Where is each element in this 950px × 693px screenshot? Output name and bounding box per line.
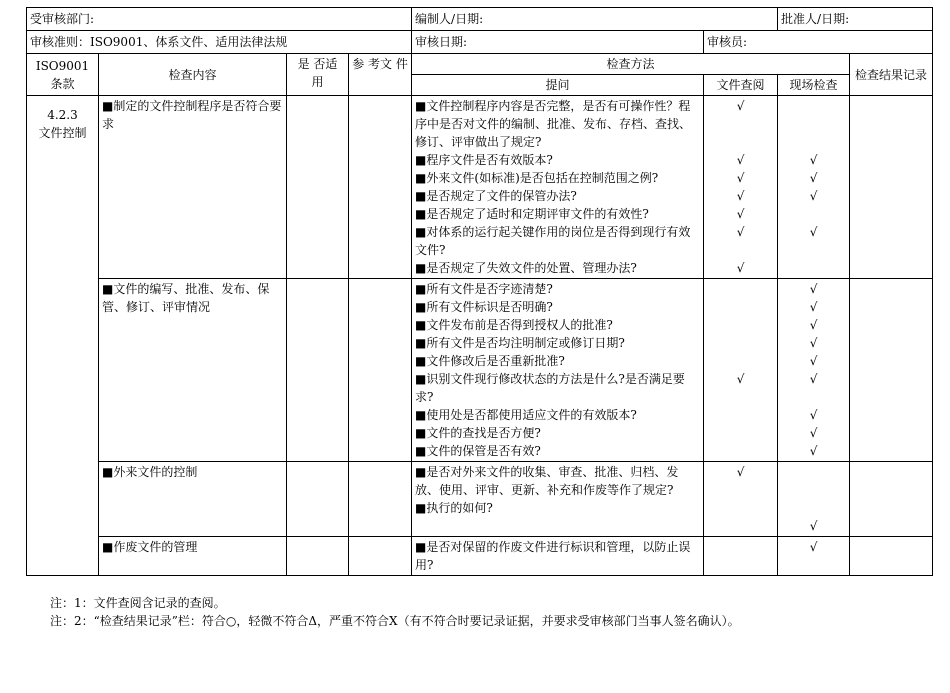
col-method-header: 检查方法	[412, 54, 850, 75]
site-check-mark: √	[809, 354, 818, 368]
doc-review-mark	[707, 316, 774, 334]
header-row-2	[27, 31, 933, 54]
column-header-row-1	[27, 54, 933, 75]
line-spacer	[707, 133, 774, 151]
clause-name: 文件控制	[38, 126, 87, 140]
question-item: ■文件的查找是否方便?	[415, 426, 541, 440]
doc-review-mark	[707, 334, 774, 352]
site-check-mark: √	[809, 153, 818, 167]
line-spacer	[781, 115, 846, 133]
doc-review-mark: √	[736, 189, 745, 203]
line-spacer	[781, 499, 846, 517]
question-item: ■使用处是否都使用适应文件的有效版本?	[415, 408, 637, 422]
site-check-mark	[781, 205, 846, 223]
doc-review-mark: √	[736, 465, 745, 479]
question-item: ■是否对保留的作废文件进行标识和管理，以防止误用?	[415, 540, 691, 572]
section-row	[27, 279, 933, 462]
doc-review-mark	[707, 406, 774, 424]
note-1: 注：1：文件查阅含记录的查阅。	[50, 596, 226, 610]
site-check-mark: √	[809, 189, 818, 203]
sections-body	[27, 96, 933, 576]
checklist-table	[26, 7, 933, 576]
question-item: ■是否规定了适时和定期评审文件的有效性?	[415, 207, 649, 221]
applicable-cell	[287, 96, 349, 279]
question-item: ■文件控制程序内容是否完整，是否有可操作性？程序中是否对文件的编制、批准、发布、存档、查找、修订、评审做出了规定?	[415, 99, 692, 149]
dept-field: 受审核部门:	[27, 8, 412, 31]
question-item: ■文件的保管是否有效?	[415, 444, 541, 458]
doc-review-mark	[707, 517, 774, 535]
applicable-cell	[287, 462, 349, 537]
question-item: ■是否规定了失效文件的处置、管理办法?	[415, 261, 637, 275]
site-check-mark: √	[809, 426, 818, 440]
question-item: ■执行的如何?	[415, 501, 493, 515]
col-doc-review-header: 文件查阅	[704, 75, 778, 96]
check-content-cell: ■外来文件的控制	[99, 462, 287, 537]
question-cell	[412, 279, 704, 462]
question-item: ■文件发布前是否得到授权人的批准?	[415, 318, 613, 332]
site-check-mark: √	[809, 171, 818, 185]
applicable-cell	[287, 279, 349, 462]
section-row	[27, 462, 933, 537]
site-check-mark: √	[809, 408, 818, 422]
check-content-cell: ■制定的文件控制程序是否符合要求	[99, 96, 287, 279]
doc-review-mark	[707, 280, 774, 298]
site-check-mark: √	[809, 336, 818, 350]
line-spacer	[707, 115, 774, 133]
site-check-mark: √	[809, 372, 818, 386]
question-item: ■是否对外来文件的收集、审查、批准、归档、发放、使用、评审、更新、补充和作废等作了规定?	[415, 465, 679, 497]
line-spacer	[781, 133, 846, 151]
doc-review-mark	[707, 298, 774, 316]
doc-review-mark: √	[736, 372, 745, 386]
site-check-mark: √	[809, 318, 818, 332]
line-spacer	[707, 241, 774, 259]
col-site-check-header: 现场检查	[778, 75, 850, 96]
site-check-cell	[778, 96, 850, 279]
col-clause-header: ISO9001条款	[27, 54, 99, 96]
question-item: ■程序文件是否有效版本?	[415, 153, 553, 167]
doc-review-mark: √	[736, 171, 745, 185]
check-content-cell: ■作废文件的管理	[99, 537, 287, 576]
site-check-cell	[778, 462, 850, 537]
line-spacer	[707, 499, 774, 517]
result-record-cell	[850, 96, 933, 279]
clause-cell	[27, 96, 99, 576]
site-check-mark: √	[809, 300, 818, 314]
doc-review-cell	[704, 96, 778, 279]
line-spacer	[781, 241, 846, 259]
site-check-mark: √	[809, 225, 818, 239]
site-check-mark	[781, 97, 846, 115]
line-spacer	[707, 556, 774, 574]
doc-review-mark: √	[736, 207, 745, 221]
site-check-cell	[778, 537, 850, 576]
result-record-cell	[850, 279, 933, 462]
line-spacer	[781, 481, 846, 499]
col-applicable-header: 是 否适 用	[287, 54, 349, 96]
result-record-cell	[850, 462, 933, 537]
doc-review-mark	[707, 538, 774, 556]
question-item: ■外来文件(如标准)是否包括在控制范围之例?	[415, 171, 659, 185]
doc-review-cell	[704, 462, 778, 537]
question-item: ■所有文件标识是否明确?	[415, 300, 553, 314]
question-item: ■对体系的运行起关键作用的岗位是否得到现行有效文件?	[415, 225, 691, 257]
site-check-mark	[781, 463, 846, 481]
doc-review-mark: √	[736, 153, 745, 167]
clause-number: 4.2.3	[47, 108, 78, 122]
doc-review-mark	[707, 442, 774, 460]
line-spacer	[707, 481, 774, 499]
applicable-cell	[287, 537, 349, 576]
result-record-cell	[850, 537, 933, 576]
doc-review-mark: √	[736, 261, 745, 275]
question-cell	[412, 96, 704, 279]
site-check-mark: √	[809, 282, 818, 296]
auditor-field: 审核员:	[704, 31, 933, 54]
approver-field: 批准人/日期:	[778, 8, 933, 31]
site-check-mark: √	[809, 519, 818, 533]
notes-block	[50, 594, 740, 630]
site-check-cell	[778, 279, 850, 462]
site-check-mark: √	[809, 540, 818, 554]
line-spacer	[781, 556, 846, 574]
note-2: 注：2：“检查结果记录”栏：符合○，轻微不符合Δ，严重不符合X（有不符合时要记录证据，并要求受审核部门当事人签名确认）。	[50, 614, 740, 628]
col-content-header: 检查内容	[99, 54, 287, 96]
question-cell	[412, 537, 704, 576]
site-check-mark: √	[809, 444, 818, 458]
line-spacer	[781, 388, 846, 406]
reference-cell	[349, 462, 412, 537]
question-item: ■是否规定了文件的保管办法?	[415, 189, 577, 203]
site-check-mark	[781, 259, 846, 277]
doc-review-mark	[707, 352, 774, 370]
criteria-field: 审核准则：ISO9001、体系文件、适用法律法规	[27, 31, 412, 54]
col-reference-header: 参 考文 件	[349, 54, 412, 96]
question-item: ■识别文件现行修改状态的方法是什么?是否满足要求?	[415, 372, 685, 404]
question-cell	[412, 462, 704, 537]
question-item: ■所有文件是否均注明制定或修订日期?	[415, 336, 625, 350]
question-item: ■所有文件是否字迹清楚?	[415, 282, 553, 296]
section-row	[27, 96, 933, 279]
audit-date-field: 审核日期:	[412, 31, 704, 54]
doc-review-mark: √	[736, 99, 745, 113]
reference-cell	[349, 279, 412, 462]
line-spacer	[707, 388, 774, 406]
check-content-cell: ■文件的编写、批准、发布、保管、修订、评审情况	[99, 279, 287, 462]
col-question-header: 提问	[412, 75, 704, 96]
doc-review-mark	[707, 424, 774, 442]
doc-review-mark: √	[736, 225, 745, 239]
doc-review-cell	[704, 537, 778, 576]
question-item: ■文件修改后是否重新批准?	[415, 354, 565, 368]
section-row	[27, 537, 933, 576]
reference-cell	[349, 537, 412, 576]
doc-review-cell	[704, 279, 778, 462]
author-field: 编制人/日期:	[412, 8, 778, 31]
header-row-1	[27, 8, 933, 31]
audit-checklist-sheet	[26, 7, 932, 628]
col-result-header: 检查结果记录	[850, 54, 933, 96]
reference-cell	[349, 96, 412, 279]
